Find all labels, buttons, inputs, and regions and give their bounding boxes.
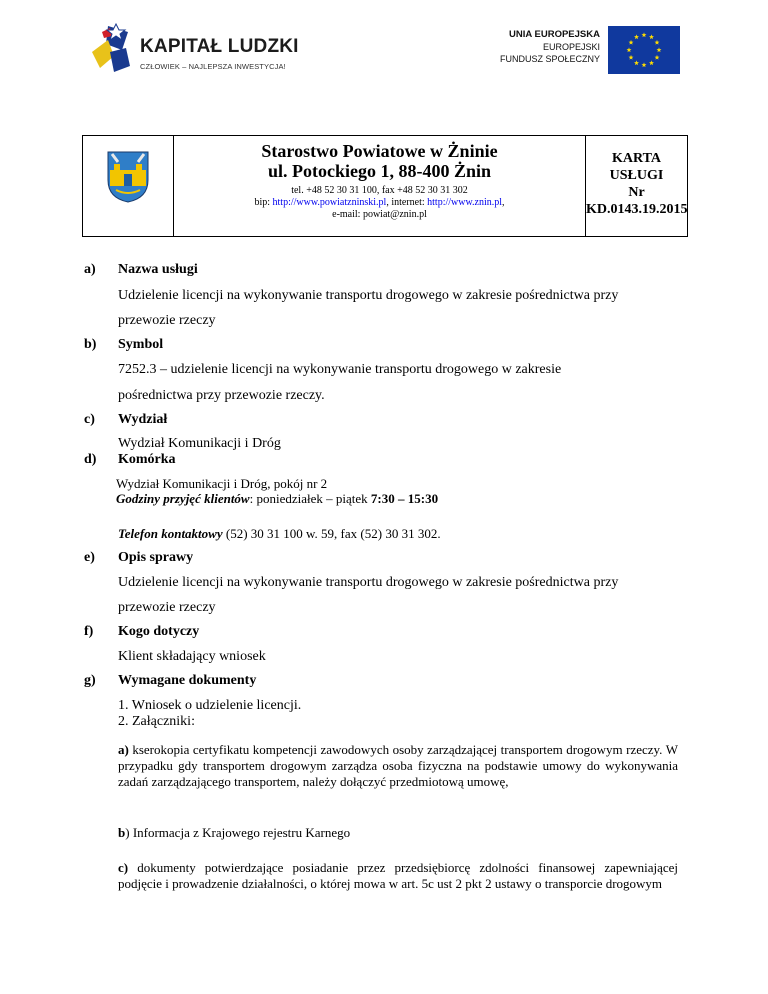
eu-flag-icon bbox=[608, 26, 680, 74]
eu-line1: UNIA EUROPEJSKA bbox=[509, 29, 600, 40]
kapital-ludzki-emblem-icon bbox=[88, 22, 138, 82]
kapital-ludzki-title: KAPITAŁ LUDZKI bbox=[140, 36, 299, 57]
section-a-line1: Udzielenie licencji na wykonywanie transportu drogowego w zakresie pośrednictwa przy bbox=[118, 288, 619, 303]
kapital-ludzki-subtitle: CZŁOWIEK – NAJLEPSZA INWESTYCJA! bbox=[140, 62, 286, 71]
section-b-letter: b) bbox=[84, 337, 97, 352]
section-d-letter: d) bbox=[84, 452, 97, 467]
attachment-a-text: kserokopia certyfikatu kompetencji zawodowych osoby zarządzającej transportem drogowym rzeczy. W przypadku gdy transportem drogowym zarządza osoba fizyczna na podstawie umowy do wykonywania zadań zarządzającego transportem, należy dołączyć przedmiotową umowę, bbox=[118, 742, 678, 789]
attachment-c-text: dokumenty potwierdzające posiadanie przez przedsiębiorcę zdolności finansowej zapewniającej podjęcie i prowadzenie działalności, o której mowa w art. 5c ust 2 pkt 2 ustawy o transporcie drogowym bbox=[118, 860, 678, 891]
office-web-line bbox=[174, 197, 585, 209]
section-f-line1: Klient składający wniosek bbox=[118, 649, 266, 664]
section-g-letter: g) bbox=[84, 673, 96, 688]
internet-link[interactable]: http://www.znin.pl bbox=[427, 197, 503, 208]
header-table bbox=[82, 135, 688, 237]
bip-link[interactable]: http://www.powiatzninski.pl bbox=[272, 197, 387, 208]
eu-logo bbox=[478, 24, 688, 78]
section-a-line2: przewozie rzeczy bbox=[118, 313, 216, 328]
section-c-letter: c) bbox=[84, 412, 95, 427]
phone-label: Telefon kontaktowy bbox=[118, 526, 223, 541]
eu-line3: FUNDUSZ SPOŁECZNY bbox=[499, 54, 600, 64]
coat-of-arms-icon bbox=[106, 150, 150, 204]
karta-line3: Nr bbox=[628, 185, 645, 200]
karta-block bbox=[586, 150, 687, 218]
phone-text: (52) 30 31 100 w. 59, fax (52) 30 31 302. bbox=[222, 526, 441, 541]
section-f-letter: f) bbox=[84, 624, 94, 639]
office-email: e-mail: powiat@znin.pl bbox=[332, 209, 427, 220]
section-e-heading: Opis sprawy bbox=[118, 550, 194, 565]
section-e-line1: Udzielenie licencji na wykonywanie transportu drogowego w zakresie pośrednictwa przy bbox=[118, 575, 619, 590]
attachment-a bbox=[118, 742, 678, 790]
office-info-cell bbox=[174, 136, 586, 236]
section-f-heading: Kogo dotyczy bbox=[118, 624, 200, 639]
attachment-b-letter: b bbox=[118, 825, 126, 840]
attachment-c bbox=[118, 860, 678, 892]
attachment-c-letter: c) bbox=[118, 860, 129, 875]
eu-line2: EUROPEJSKI bbox=[542, 42, 600, 52]
hours-label: Godziny przyjęć klientów bbox=[116, 491, 250, 506]
section-g-item1: 1. Wniosek o udzielenie licencji. bbox=[118, 698, 302, 713]
section-b-heading: Symbol bbox=[118, 337, 164, 352]
section-c-line1: Wydział Komunikacji i Dróg bbox=[118, 436, 281, 451]
section-a-heading: Nazwa usługi bbox=[118, 262, 198, 277]
section-d-heading: Komórka bbox=[118, 452, 176, 467]
section-g-heading: Wymagane dokumenty bbox=[118, 673, 257, 688]
section-g-item2: 2. Załączniki: bbox=[118, 714, 195, 729]
hours-time: 7:30 – 15:30 bbox=[370, 491, 439, 506]
section-d-phone bbox=[118, 526, 441, 542]
bip-label: bip: bbox=[254, 197, 273, 208]
section-b-line1: 7252.3 – udzielenie licencji na wykonywanie transportu drogowego w zakresie bbox=[118, 362, 562, 377]
office-address: ul. Potockiego 1, 88-400 Żnin bbox=[267, 161, 491, 181]
karta-number: KD.0143.19.2015 bbox=[586, 202, 688, 217]
karta-line2: USŁUGI bbox=[609, 168, 664, 183]
section-e-letter: e) bbox=[84, 550, 95, 565]
kapital-ludzki-logo bbox=[88, 22, 308, 82]
attachment-b bbox=[118, 825, 678, 841]
attachment-a-letter: a) bbox=[118, 742, 129, 757]
karta-line1: KARTA bbox=[611, 151, 662, 166]
section-e-line2: przewozie rzeczy bbox=[118, 600, 216, 615]
karta-cell bbox=[586, 136, 687, 236]
attachment-b-text: ) Informacja z Krajowego rejestru Karnego bbox=[125, 825, 351, 840]
coat-of-arms-cell bbox=[83, 136, 174, 236]
internet-suffix: , bbox=[502, 197, 505, 208]
office-phone: tel. +48 52 30 31 100, fax +48 52 30 31 302 bbox=[291, 185, 468, 196]
section-c-heading: Wydział bbox=[118, 412, 168, 427]
internet-label: , internet: bbox=[386, 197, 428, 208]
section-d-line1: Wydział Komunikacji i Dróg, pokój nr 2 bbox=[116, 476, 328, 491]
section-a-letter: a) bbox=[84, 262, 96, 277]
section-b-line2: pośrednictwa przy przewozie rzeczy. bbox=[118, 388, 325, 403]
section-d-hours bbox=[116, 491, 438, 507]
eu-text bbox=[500, 28, 600, 65]
office-name: Starostwo Powiatowe w Żninie bbox=[261, 141, 498, 161]
hours-days: : poniedziałek – piątek bbox=[249, 491, 371, 506]
